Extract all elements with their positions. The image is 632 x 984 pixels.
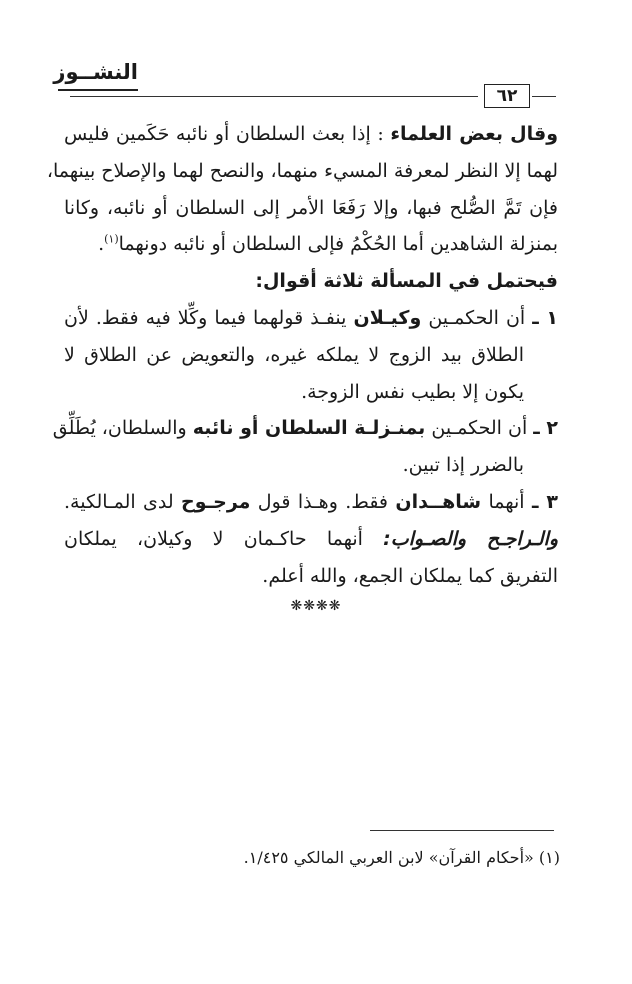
text-run: : إذا بعث السلطان أو نائبه حَكَمين فليس [64,123,384,145]
list-number: ١ ـ [532,306,558,329]
bold-italic-phrase: والـراجـح والصـواب: [383,527,558,550]
bold-phrase: بمنـزلـة السلطان أو نائبه [192,417,426,440]
footnote-number: (١) [538,848,560,867]
text-run: والسلطان، يُطَلِّق [52,417,187,440]
main-text [46,116,559,594]
text-run: فقط. وهـذا قول [257,490,389,513]
paragraph-1-line-1 [64,116,558,153]
list-item-1-line-3: يكون إلا بطيب نفس الزوجة. [301,380,524,403]
section-separator: ❋❋❋❋ [290,598,342,614]
conclusion-line-1 [64,521,558,558]
paragraph-1-line-4 [64,226,558,263]
text-run: بمنزلة الشاهدين أما الحُكْمُ فإلى السلطان أو نائبه دونهما [118,233,558,256]
page-number: ٦٢ [484,84,530,108]
bold-phrase: مرجـوح [181,490,251,513]
list-item-2-line-2: بالضرر إذا تبين. [402,454,524,477]
text-run: ينفـذ قولهما فيما وكِّلا فيه فقط. لأن [64,306,347,329]
text-run: لدى المـالكية. [64,490,174,513]
header-title-underline [58,89,138,91]
text-run: . [98,233,105,256]
paragraph-1-line-2: لهما إلا النظر لمعرفة المسيء منهما، والنصح لهما والإصلاح بينهما، [46,159,558,182]
footnote-rule [370,830,554,831]
list-item-1-line-2: الطلاق بيد الزوج لا يملكه غيره، والتعويض عن الطلاق لا [64,343,524,366]
list-number: ٣ ـ [531,490,558,513]
paragraph-1-line-3: فإن تَمَّ الصُّلح فبها، وإلا رَفَعَا الأمر إلى السلطان أو نائبه، وكانا [64,196,558,219]
footnote-text: «أحكام القرآن» لابن العربي المالكي ١/٤٢٥. [243,848,534,867]
header-rule-right [532,96,556,97]
bold-phrase: وقال بعض العلماء [390,123,559,145]
list-number: ٢ ـ [533,417,558,440]
bold-phrase: وكيـلان [353,306,422,329]
list-item-2-line-1 [52,410,558,447]
conclusion-line-2: التفريق كما يملكان الجمع، والله أعلم. [262,564,558,587]
text-run: أنهما [488,490,525,513]
list-item-3-line-1 [64,484,558,521]
paragraph-2-heading: فيحتمل في المسألة ثلاثة أقوال: [255,270,558,293]
text-run: أنهما حاكـمان لا وكيلان، يملكان [64,527,363,550]
text-run: أن الحكمـين [428,306,526,329]
text-run: أن الحكمـين [431,417,528,440]
bold-phrase: شاهــدان [395,490,482,513]
header-rule [70,96,478,97]
list-item-1-line-1 [64,300,558,337]
running-header-title: النشــوز [53,60,138,84]
footnote-reference[interactable]: (١) [104,233,119,247]
footnote [140,846,560,870]
